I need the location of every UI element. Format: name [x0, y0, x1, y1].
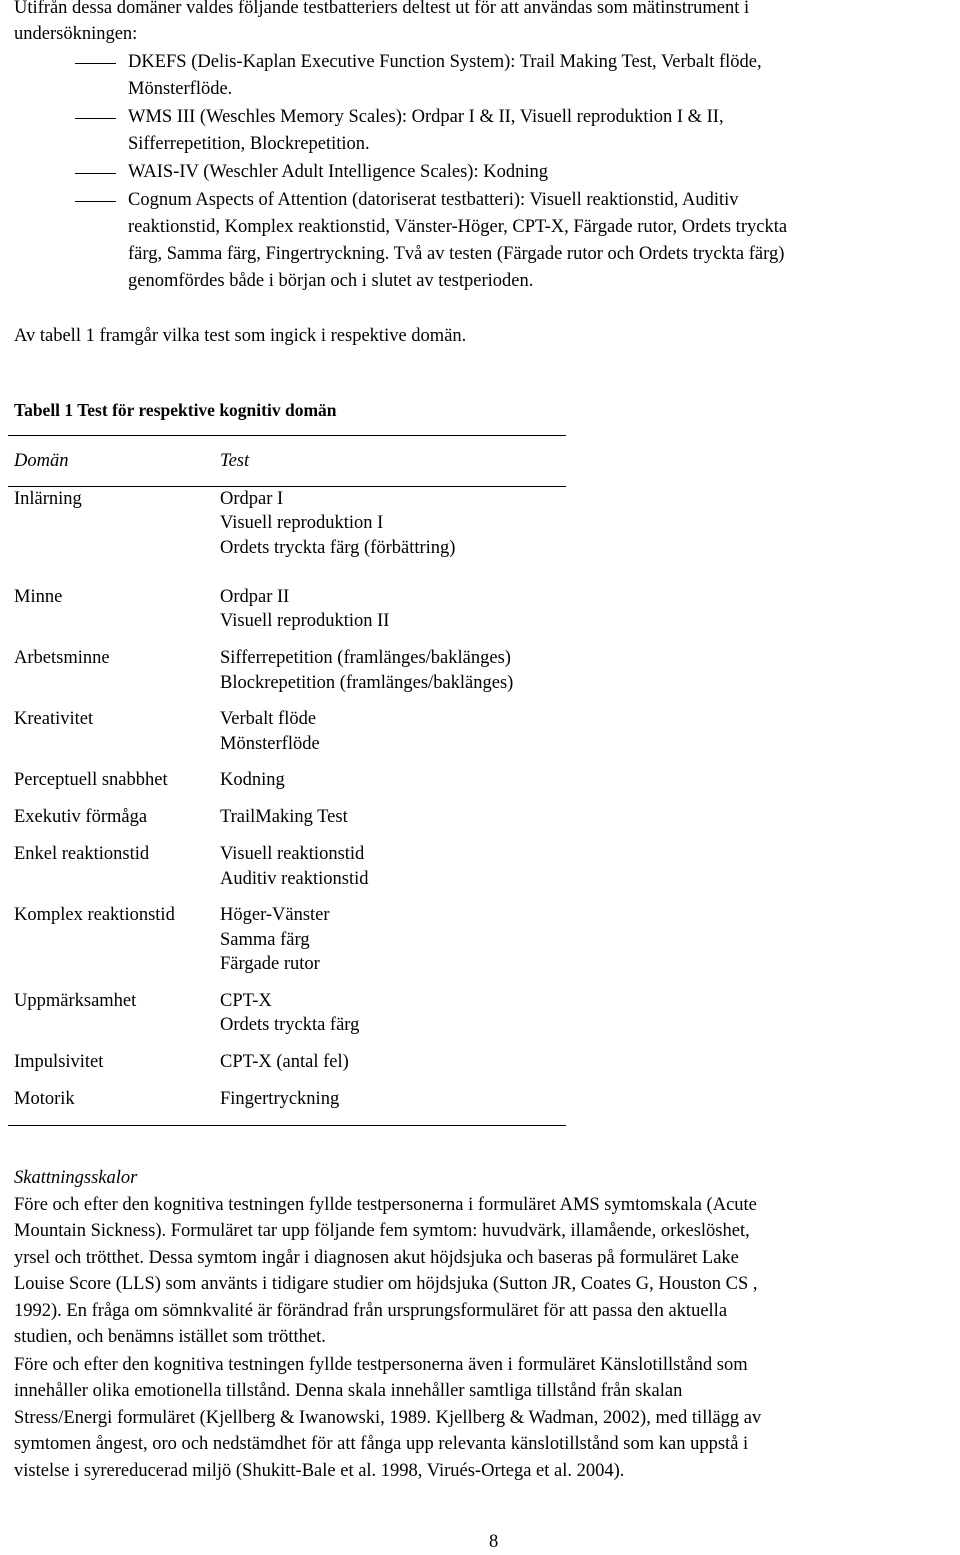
table-cell-domain: Kreativitet [14, 709, 94, 729]
list-item-line: reaktionstid, Komplex reaktionstid, Vänster-Höger, CPT-X, Färgade rutor, Ordets tryckta [128, 217, 788, 237]
table-header-rule [8, 486, 566, 487]
paragraph-line: yrsel och trötthet. Dessa symtom ingår i diagnosen akut höjdsjuka och baseras på formuläret Lake [14, 1248, 739, 1268]
table-cell-domain: Impulsivitet [14, 1052, 104, 1072]
table-cell-test: Blockrepetition (framlänges/baklänges) [220, 673, 514, 693]
intro-line: Utifrån dessa domäner valdes följande testbatteriers deltest ut för att användas som mätinstrument i [14, 0, 750, 18]
table-cell-test: Kodning [220, 770, 285, 790]
intro-line: undersökningen: [14, 24, 138, 44]
list-item-line: DKEFS (Delis-Kaplan Executive Function System): Trail Making Test, Verbalt flöde, [128, 52, 762, 72]
table-cell-test: CPT-X [220, 991, 272, 1011]
table-cell-domain: Exekutiv förmåga [14, 807, 148, 827]
list-item-line: färg, Samma färg, Fingertryckning. Två av testen (Färgade rutor och Ordets tryckta färg) [128, 244, 785, 264]
section-heading: Skattningsskalor [14, 1168, 138, 1188]
paragraph-line: vistelse i syrereducerad miljö (Shukitt-Bale et al. 1998, Virués-Ortega et al. 2004). [14, 1461, 625, 1481]
list-item-line: WAIS-IV (Weschler Adult Intelligence Scales): Kodning [128, 162, 548, 182]
table-cell-test: TrailMaking Test [220, 807, 348, 827]
table-cell-test: Verbalt flöde [220, 709, 317, 729]
paragraph-line: Louise Score (LLS) som använts i tidigare studier om höjdsjuka (Sutton JR, Coates G, Houston CS , [14, 1274, 758, 1294]
table-cell-test: Visuell reaktionstid [220, 844, 365, 864]
table-reference: Av tabell 1 framgår vilka test som ingick i respektive domän. [14, 326, 467, 346]
dash-bullet-icon [75, 173, 116, 174]
table-cell-test: Ordets tryckta färg (förbättring) [220, 538, 456, 558]
dash-bullet-icon [75, 63, 116, 64]
dash-bullet-icon [75, 201, 116, 202]
table-cell-test: Visuell reproduktion I [220, 513, 384, 533]
paragraph-line: Mountain Sickness). Formuläret tar upp följande fem symtom: huvudvärk, illamående, orkeslöshet, [14, 1221, 750, 1241]
table-bottom-rule [8, 1125, 566, 1126]
table-cell-test: Auditiv reaktionstid [220, 869, 369, 889]
table-cell-test: Mönsterflöde [220, 734, 320, 754]
paragraph-line: studien, och benämns istället som trötthet. [14, 1327, 326, 1347]
table-caption: Tabell 1 Test för respektive kognitiv domän [14, 400, 337, 420]
table-cell-domain: Arbetsminne [14, 648, 110, 668]
table-cell-test: CPT-X (antal fel) [220, 1052, 349, 1072]
table-cell-test: Färgade rutor [220, 954, 320, 974]
paragraph-line: Före och efter den kognitiva testningen fyllde testpersonerna i formuläret AMS symtomskala (Acute [14, 1195, 757, 1215]
table-cell-test: Sifferrepetition (framlänges/baklänges) [220, 648, 511, 668]
table-cell-test: Ordpar I [220, 489, 284, 509]
paragraph-line: innehåller olika emotionella tillstånd. Denna skala innehåller samtliga tillstånd från skalan [14, 1381, 683, 1401]
header-test: Test [220, 451, 250, 471]
list-item-line: genomfördes både i början och i slutet av testperioden. [128, 271, 534, 291]
table-cell-domain: Komplex reaktionstid [14, 905, 175, 925]
page-number: 8 [489, 1532, 499, 1552]
table-cell-domain: Inlärning [14, 489, 82, 509]
table-cell-test: Visuell reproduktion II [220, 611, 390, 631]
table-cell-domain: Minne [14, 587, 63, 607]
list-item-line: Sifferrepetition, Blockrepetition. [128, 134, 370, 154]
table-cell-test: Ordets tryckta färg [220, 1015, 360, 1035]
paragraph-line: Stress/Energi formuläret (Kjellberg & Iwanowski, 1989. Kjellberg & Wadman, 2002), med tillägg av [14, 1408, 762, 1428]
list-item-line: WMS III (Weschles Memory Scales): Ordpar I & II, Visuell reproduktion I & II, [128, 107, 724, 127]
table-cell-test: Ordpar II [220, 587, 290, 607]
paragraph-line: 1992). En fråga om sömnkvalité är förändrad från ursprungsformuläret för att passa den aktuella [14, 1301, 728, 1321]
paragraph-line: Före och efter den kognitiva testningen fyllde testpersonerna även i formuläret Känslotillstånd som [14, 1355, 748, 1375]
table-top-rule [8, 435, 566, 436]
paragraph-line: symtomen ångest, oro och nedstämdhet för att fånga upp relevanta känslotillstånd som kan uppstå i [14, 1434, 749, 1454]
list-item-line: Cognum Aspects of Attention (datoriserat testbatteri): Visuell reaktionstid, Auditiv [128, 190, 739, 210]
list-item-line: Mönsterflöde. [128, 79, 233, 99]
table-cell-domain: Enkel reaktionstid [14, 844, 150, 864]
table-cell-test: Höger-Vänster [220, 905, 330, 925]
table-cell-domain: Motorik [14, 1089, 75, 1109]
table-cell-domain: Uppmärksamhet [14, 991, 137, 1011]
table-cell-test: Samma färg [220, 930, 310, 950]
dash-bullet-icon [75, 118, 116, 119]
table-cell-domain: Perceptuell snabbhet [14, 770, 168, 790]
header-domain: Domän [14, 451, 69, 471]
table-cell-test: Fingertryckning [220, 1089, 340, 1109]
